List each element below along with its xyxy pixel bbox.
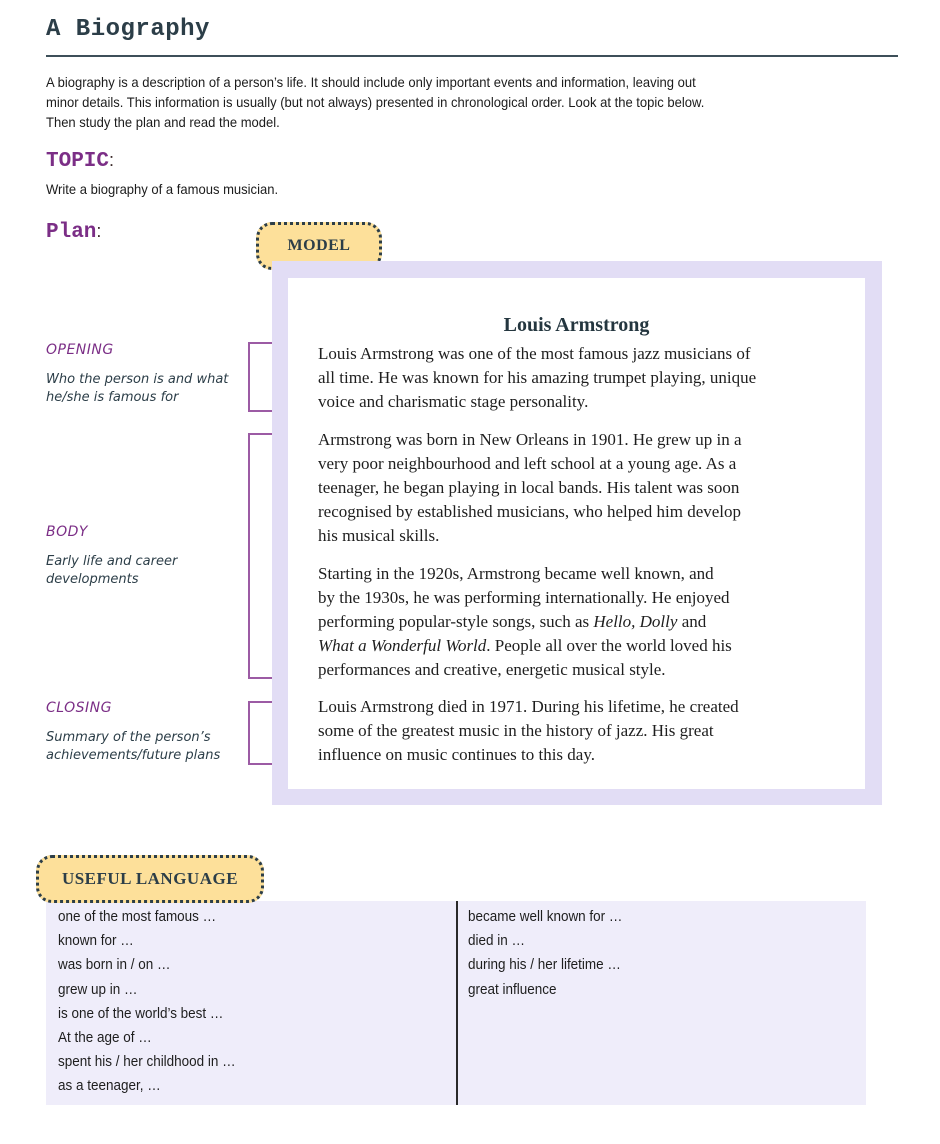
phrase-item: during his / her lifetime … xyxy=(468,957,621,974)
model-text-panel xyxy=(288,278,865,789)
model-line: Armstrong was born in New Orleans in 1901. He grew up in a xyxy=(318,430,742,449)
page-title: A Biography xyxy=(46,16,210,43)
model-frame xyxy=(272,261,882,805)
model-paragraph-body-2 xyxy=(318,562,848,682)
model-line xyxy=(318,610,848,634)
plan-heading-label: Plan xyxy=(46,221,97,244)
useful-language-left-column xyxy=(58,905,249,1099)
useful-language-tag: USEFUL LANGUAGE xyxy=(36,855,264,903)
model-line: influence on music continues to this day. xyxy=(318,745,595,764)
model-paragraph-opening xyxy=(318,342,848,414)
phrase-item: as a teenager, … xyxy=(58,1078,161,1095)
phrase-item: is one of the world’s best … xyxy=(58,1005,224,1022)
phrase-item: was born in / on … xyxy=(58,957,171,974)
phrase-item: died in … xyxy=(468,933,525,950)
plan-desc-opening: Who the person is and what he/she is famous for xyxy=(46,372,229,405)
title-divider xyxy=(46,55,898,57)
phrase-item: grew up in … xyxy=(58,981,138,998)
model-line: Louis Armstrong was one of the most famous jazz musicians of xyxy=(318,344,751,363)
song-title: What a Wonderful World xyxy=(318,636,487,655)
plan-label-body: BODY xyxy=(46,524,88,540)
model-text: performing popular-style songs, such as xyxy=(318,612,594,631)
model-line: his musical skills. xyxy=(318,526,440,545)
phrase-item: became well known for … xyxy=(468,909,623,925)
phrase-item: At the age of … xyxy=(58,1030,152,1047)
useful-language-right-column xyxy=(468,905,634,1002)
model-line: Starting in the 1920s, Armstrong became well known, and xyxy=(318,564,714,583)
model-line: by the 1930s, he was performing internationally. He enjoyed xyxy=(318,588,730,607)
topic-text: Write a biography of a famous musician. xyxy=(46,181,279,197)
plan-label-closing: CLOSING xyxy=(46,700,113,716)
model-text: . People all over the world loved his xyxy=(486,636,732,655)
model-line: performances and creative, energetic musical style. xyxy=(318,660,666,679)
model-line: Louis Armstrong died in 1971. During his lifetime, he created xyxy=(318,697,739,716)
model-line: all time. He was known for his amazing trumpet playing, unique xyxy=(318,368,757,387)
phrase-item: one of the most famous … xyxy=(58,909,217,925)
model-line: voice and charismatic stage personality. xyxy=(318,392,589,411)
plan-heading-colon: : xyxy=(96,221,102,241)
model-paragraph-body-1 xyxy=(318,428,848,548)
model-line: recognised by established musicians, who helped him develop xyxy=(318,502,742,521)
topic-heading xyxy=(46,150,114,173)
phrase-item: spent his / her childhood in … xyxy=(58,1054,236,1071)
model-paragraph-closing xyxy=(318,695,848,767)
topic-heading-colon: : xyxy=(109,150,115,170)
phrase-item: known for … xyxy=(58,933,134,950)
plan-desc-body: Early life and career developments xyxy=(46,554,178,587)
plan-label-opening: OPENING xyxy=(46,342,114,358)
model-line: some of the greatest music in the history of jazz. His great xyxy=(318,721,714,740)
plan-heading xyxy=(46,221,101,244)
model-line: very poor neighbourhood and left school at a young age. As a xyxy=(318,454,737,473)
topic-heading-label: TOPIC xyxy=(46,150,110,173)
plan-desc-closing: Summary of the person’s achievements/future plans xyxy=(46,730,221,763)
song-title: Hello, Dolly xyxy=(593,612,678,631)
model-line xyxy=(318,634,848,658)
column-divider xyxy=(456,901,458,1105)
model-title: Louis Armstrong xyxy=(503,314,650,336)
intro-text: A biography is a description of a person’s life. It should include only important events and information, leaving out minor details. This information is usually (but not always) presented in chronological order. Look at the topic below. Then study the plan and read the model. xyxy=(46,74,705,130)
useful-language-box xyxy=(46,901,866,1105)
phrase-item: great influence xyxy=(468,981,557,998)
model-tag: MODEL xyxy=(256,222,382,270)
model-line: teenager, he began playing in local bands. His talent was soon xyxy=(318,478,740,497)
model-text: and xyxy=(677,612,707,631)
